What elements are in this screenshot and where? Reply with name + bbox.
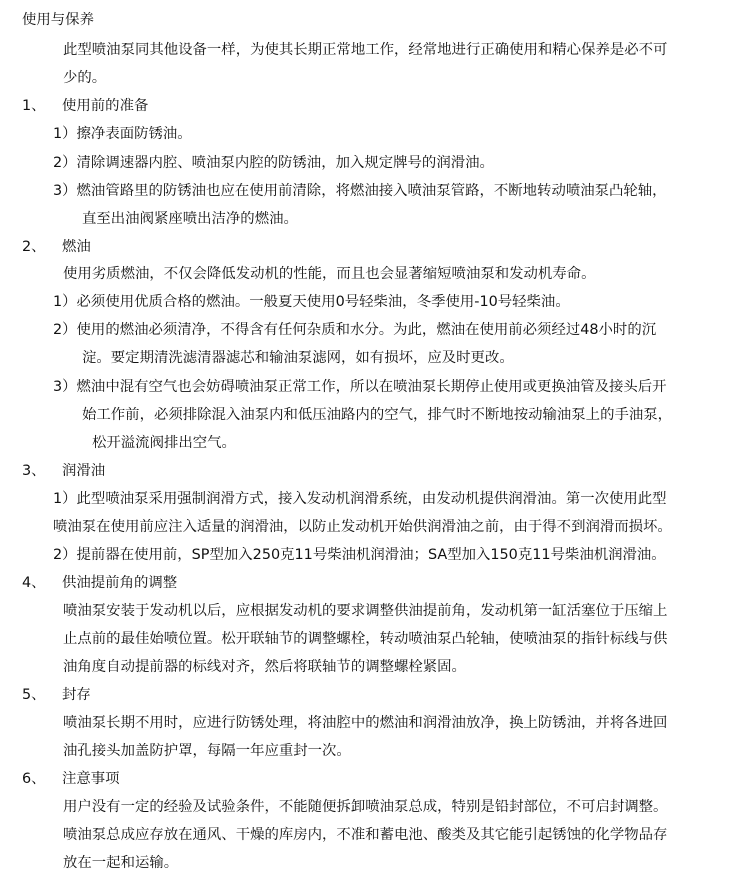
body-line: 2）使用的燃油必须清净，不得含有任何杂质和水分。为此，燃油在使用前必须经过48小时的沉 bbox=[53, 322, 657, 338]
section-number: 4、 bbox=[22, 575, 46, 591]
body-line: 油角度自动提前器的标线对齐，然后将联轴节的调整螺栓紧固。 bbox=[63, 659, 466, 675]
body-line: 喷油泵安装于发动机以后，应根据发动机的要求调整供油提前角，发动机第一缸活塞位于压缩上 bbox=[63, 603, 668, 619]
body-line: 使用劣质燃油，不仅会降低发动机的性能，而且也会显著缩短喷油泵和发动机寿命。 bbox=[63, 266, 596, 282]
section-heading: 使用前的准备 bbox=[62, 98, 149, 114]
section-number: 6、 bbox=[22, 771, 46, 787]
body-line: 3）燃油管路里的防锈油也应在使用前清除，将燃油接入喷油泵管路，不断地转动喷油泵凸轮轴， bbox=[53, 183, 667, 199]
section-number: 3、 bbox=[22, 463, 46, 479]
section-heading: 注意事项 bbox=[62, 771, 120, 787]
body-line: 1）此型喷油泵采用强制润滑方式，接入发动机润滑系统，由发动机提供润滑油。第一次使用此型 bbox=[53, 491, 667, 507]
section-heading: 燃油 bbox=[62, 239, 91, 255]
section-number: 5、 bbox=[22, 687, 46, 703]
section-heading: 封存 bbox=[62, 687, 91, 703]
body-line: 喷油泵总成应存放在通风、干燥的库房内，不准和蓄电池、酸类及其它能引起锈蚀的化学物品存 bbox=[63, 827, 668, 843]
body-line: 2）提前器在使用前，SP型加入250克11号柴油机润滑油；SA型加入150克11号柴油机润滑油。 bbox=[53, 547, 666, 563]
body-line: 直至出油阀紧座喷出洁净的燃油。 bbox=[82, 211, 298, 227]
section-number: 1、 bbox=[22, 98, 46, 114]
body-line: 喷油泵长期不用时，应进行防锈处理，将油腔中的燃油和润滑油放净，换上防锈油，并将各进回 bbox=[63, 715, 668, 731]
intro-line: 少的。 bbox=[63, 70, 107, 86]
body-line: 用户没有一定的经验及试验条件，不能随便拆卸喷油泵总成，特别是铅封部位，不可启封调整。 bbox=[63, 799, 668, 815]
body-line: 放在一起和运输。 bbox=[63, 855, 179, 871]
body-line: 松开溢流阀排出空气。 bbox=[92, 435, 236, 451]
section-heading: 供油提前角的调整 bbox=[62, 575, 178, 591]
body-line: 始工作前，必须排除混入油泵内和低压油路内的空气，排气时不断地按动输油泵上的手油泵， bbox=[82, 407, 673, 423]
body-line: 油孔接头加盖防护罩，每隔一年应重封一次。 bbox=[63, 743, 351, 759]
body-line: 淀。要定期清洗滤清器滤芯和输油泵滤网，如有损坏，应及时更改。 bbox=[82, 350, 514, 366]
body-line: 1）擦净表面防锈油。 bbox=[53, 126, 192, 142]
body-line: 1）必须使用优质合格的燃油。一般夏天使用0号轻柴油，冬季使用-10号轻柴油。 bbox=[53, 294, 570, 310]
page-title: 使用与保养 bbox=[22, 12, 94, 28]
intro-line: 此型喷油泵同其他设备一样，为使其长期正常地工作，经常地进行正确使用和精心保养是必不可 bbox=[63, 42, 668, 58]
body-line: 喷油泵在使用前应注入适量的润滑油，以防止发动机开始供润滑油之前，由于得不到润滑而损坏。 bbox=[53, 519, 672, 535]
section-heading: 润滑油 bbox=[62, 463, 106, 479]
body-line: 止点前的最佳始喷位置。松开联轴节的调整螺栓，转动喷油泵凸轮轴，使喷油泵的指针标线与供 bbox=[63, 631, 668, 647]
body-line: 2）清除调速器内腔、喷油泵内腔的防锈油，加入规定牌号的润滑油。 bbox=[53, 155, 494, 171]
body-line: 3）燃油中混有空气也会妨碍喷油泵正常工作，所以在喷油泵长期停止使用或更换油管及接头后开 bbox=[53, 379, 667, 395]
section-number: 2、 bbox=[22, 239, 46, 255]
